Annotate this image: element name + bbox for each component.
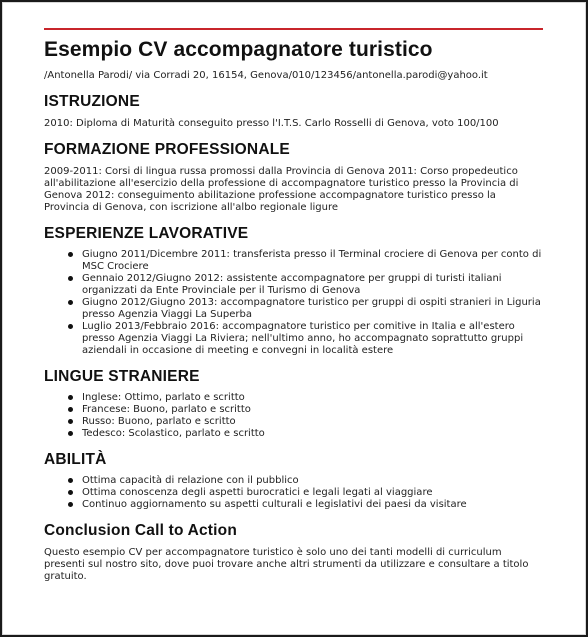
list-item: Ottima conoscenza degli aspetti burocratici e legali legati al viaggiare	[82, 487, 544, 499]
bullet-icon	[68, 502, 73, 507]
list-item: Gennaio 2012/Giugno 2012: assistente accompagnatore per gruppi di turisti italiani organizzati da Ente Provinciale per il Turismo di Genova	[82, 273, 544, 297]
bullet-icon	[68, 419, 73, 424]
section-formazione	[44, 140, 544, 214]
section-lingue	[44, 367, 544, 440]
bullet-icon	[68, 276, 73, 281]
bullet-icon	[68, 300, 73, 305]
list-item: Continuo aggiornamento su aspetti culturali e legislativi dei paesi da visitare	[82, 499, 544, 511]
contact-info: /Antonella Parodi/ via Corradi 20, 16154, Genova/010/123456/antonella.parodi@yahoo.it	[44, 70, 488, 81]
abilita-list	[44, 475, 544, 511]
list-item: Russo: Buono, parlato e scritto	[82, 416, 544, 428]
cv-content	[44, 36, 544, 583]
bullet-icon	[68, 252, 73, 257]
header-accent-line	[44, 28, 543, 30]
formazione-text: 2009-2011: Corsi di lingua russa promossi dalla Provincia di Genova 2011: Corso propedeutico all'abilitazione all'esercizio della professione di accompagnatore turistico presso la Provincia di Genova 2012: conseguimento abilitazione professione accompagnatore turistico presso la Provincia di Genova, con iscrizione all'albo regionale ligure	[44, 166, 519, 213]
list-item: Luglio 2013/Febbraio 2016: accompagnatore turistico per comitive in Italia e all'estero presso Agenzia Viaggi La Riviera; nell'ultimo anno, ho accompagnato soprattutto gruppi aziendali in occasione di meeting e convegni in località estere	[82, 321, 544, 357]
list-item: Giugno 2012/Giugno 2013: accompagnatore turistico per gruppi di ospiti stranieri in Liguria presso Agenzia Viaggi La Superba	[82, 297, 544, 321]
section-title-formazione: FORMAZIONE PROFESSIONALE	[44, 141, 290, 158]
bullet-icon	[68, 431, 73, 436]
section-title-conclusion: Conclusion Call to Action	[44, 522, 238, 539]
section-istruzione	[44, 92, 544, 130]
conclusion-text: Questo esempio CV per accompagnatore turistico è solo uno dei tanti modelli di curriculum presenti sul nostro sito, dove puoi trovare anche altri strumenti da utilizzare e consultare a titolo gratuito.	[44, 547, 529, 582]
bullet-icon	[68, 490, 73, 495]
esperienze-list	[44, 249, 544, 357]
bullet-icon	[68, 324, 73, 329]
list-item: Giugno 2011/Dicembre 2011: transferista presso il Terminal crociere di Genova per conto di MSC Crociere	[82, 249, 544, 273]
bullet-icon	[68, 395, 73, 400]
bullet-icon	[68, 478, 73, 483]
list-item: Ottima capacità di relazione con il pubblico	[82, 475, 544, 487]
section-title-abilita: ABILITÀ	[44, 451, 107, 468]
section-abilita	[44, 450, 544, 511]
section-title-lingue: LINGUE STRANIERE	[44, 368, 200, 385]
section-title-istruzione: ISTRUZIONE	[44, 93, 140, 110]
list-item: Tedesco: Scolastico, parlato e scritto	[82, 428, 544, 440]
istruzione-text: 2010: Diploma di Maturità conseguito presso l'I.T.S. Carlo Rosselli di Genova, voto 100/100	[44, 118, 499, 129]
bullet-icon	[68, 407, 73, 412]
section-esperienze	[44, 224, 544, 357]
list-item: Inglese: Ottimo, parlato e scritto	[82, 392, 544, 404]
lingue-list	[44, 392, 544, 440]
list-item: Francese: Buono, parlato e scritto	[82, 404, 544, 416]
section-title-esperienze: ESPERIENZE LAVORATIVE	[44, 225, 249, 242]
section-conclusion	[44, 521, 544, 583]
cv-title: Esempio CV accompagnatore turistico	[44, 38, 433, 61]
